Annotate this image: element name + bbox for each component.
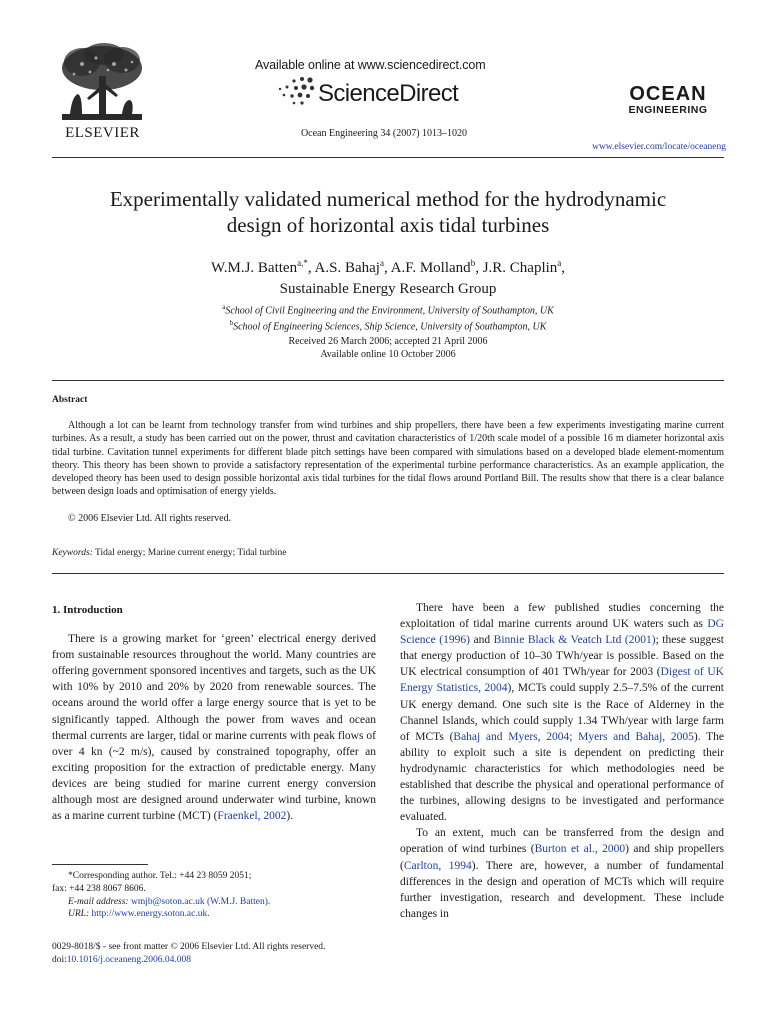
front-matter <box>52 941 392 967</box>
intro-paragraph-1: There is a growing market for ‘green’ electrical energy derived from sustainable resources throughout the world. Many countries are offering government sponsored incentives and targets, such as the UK with 10% by 2010 and 20% by 2020 from renewable sources. The oceans around the world offer a large energy source that is yet to be significantly tapped. Although the power from waves and ocean thermal currents are larger, tidal or marine currents with peak flows of over 4 kn (~2 m/s), caused by constrained topography, offer an exciting proposition for the extraction of predictable energy. Many devices are being studied for marine current energy conversion although most are designed around underwater wind turbine, known as a marine current turbine (MCT) (Fraenkel, 2002). <box>52 633 376 823</box>
intro-paragraph-3: To an extent, much can be transferred from the design and operation of wind turbines (Burton et al., 2000) and ship propellers (Carlton, 1994). There are, however, a number of fundamental differences in the design and operation of MCTs which will require further investigation, research and development. These include changes in <box>400 827 724 920</box>
section-heading-introduction: 1. Introduction <box>52 604 123 616</box>
author-affiliation-marker[interactable]: a <box>379 258 384 268</box>
author-name: A.S. Bahaj <box>314 260 380 276</box>
journal-logo <box>612 84 724 116</box>
elsevier-tree-logo <box>52 40 152 128</box>
intro-paragraph-2: There have been a few published studies concerning the exploitation of tidal marine currents around UK waters such as DG Science (1996) and Binnie Black & Veatch Ltd (2001); these suggest that energy production of 10–30 TWh/year is possible. Based on the UK electrical consumption of 401 TWh/year for 2003 (Digest of UK Energy Statistics, 2004), MCTs could supply 2.5–7.5% of the current UK energy demand. One such site is the Race of Alderney in the Channel Islands, which could supply 1.34 TWh/year with large farm of MCTs (Bahaj and Myers, 2004; Myers and Bahaj, 2005). The ability to exploit such a site is dependent on predicting their hydrodynamic characteristics for which methodologies need be established that describe the physical and operational performance of the turbines, allowing designs to be investigated and performance evaluated. <box>400 602 725 824</box>
available-date: Available online 10 October 2006 <box>320 349 456 360</box>
url-link[interactable]: http://www.energy.soton.ac.uk. <box>91 909 210 920</box>
citation-link[interactable]: Digest of UK Energy Statistics, 2004 <box>400 666 724 695</box>
article-title <box>52 186 724 238</box>
research-group: Sustainable Energy Research Group <box>279 281 497 297</box>
affiliations <box>52 301 724 334</box>
footnotes <box>52 870 376 921</box>
author-block <box>52 253 724 300</box>
author-affiliation-marker[interactable]: a,* <box>297 258 308 268</box>
abstract-divider-top <box>52 380 724 381</box>
keywords-label: Keywords: <box>52 548 93 558</box>
sciencedirect-wordmark: ScienceDirect <box>318 80 459 107</box>
citation-link[interactable]: Burton et al., 2000 <box>534 843 626 856</box>
keywords <box>52 548 286 558</box>
affiliation-a: $^a$School of Civil Engineering and the Environment, University of Southampton, UK <box>222 303 554 317</box>
doi-line <box>52 954 392 967</box>
citation-link[interactable]: DG Science (1996) <box>400 618 724 647</box>
abstract-heading: Abstract <box>52 395 88 405</box>
abstract-divider-bottom <box>52 573 724 574</box>
abstract-copyright: © 2006 Elsevier Ltd. All rights reserved. <box>68 513 232 524</box>
author-name: A.F. Molland <box>390 260 471 276</box>
header-divider <box>52 157 724 158</box>
publisher-name: ELSEVIER <box>65 125 140 141</box>
author-affiliation-marker[interactable]: a <box>557 258 562 268</box>
right-column <box>400 600 724 922</box>
abstract-text: Although a lot can be learnt from technology transfer from wind turbines and ship propellers, there have been a few experiments investigating marine current turbines. As a result, a study has been carried out on the power, thrust and cavitation characteristics of 1/20th scale model of a possible 16 m diameter horizontal axis tidal turbine. Cavitation tunnel experiments for different blade pitch settings have been compared with simulations based on a developed blade element-momentum theory. This theory has been shown to provide a satisfactory representation of the experimental turbine performance characteristics. As an example application, the developed theory has been used to design possible horizontal axis tidal turbines for the tidal flows around Portland Bill. The results show that there is a clear balance between design loads and optimisation of energy yields. <box>52 420 724 498</box>
affiliation-b: $^b$School of Engineering Sciences, Ship Science, University of Southampton, UK <box>229 319 547 333</box>
footnote-email <box>52 896 376 909</box>
left-column <box>52 602 376 824</box>
footnote-url <box>52 908 376 921</box>
footnote-divider <box>52 864 148 865</box>
front-matter-copyright: 0029-8018/$ - see front matter © 2006 Elsevier Ltd. All rights reserved. <box>52 942 326 952</box>
footnote-corresponding: *Corresponding author. Tel.: +44 23 8059 2051; <box>68 871 252 881</box>
keywords-text: Tidal energy; Marine current energy; Tidal turbine <box>95 548 287 558</box>
affiliation-a-marker: a <box>222 303 226 311</box>
journal-citation: Ocean Engineering 34 (2007) 1013–1020 <box>300 128 468 139</box>
citation-link[interactable]: Carlton, 1994 <box>403 859 472 872</box>
title-line-1: Experimentally validated numerical method for the hydrodynamic <box>109 187 667 211</box>
article-dates <box>52 335 724 361</box>
received-date: Received 26 March 2006; accepted 21 April 2006 <box>288 336 488 347</box>
doi-label: doi: <box>52 955 67 965</box>
doi-link[interactable]: 10.1016/j.oceaneng.2006.04.008 <box>66 955 192 965</box>
author-name: W.M.J. Batten <box>210 260 298 276</box>
author-name: J.R. Chaplin <box>482 260 558 276</box>
author-affiliation-marker[interactable]: b <box>470 258 476 268</box>
footnote-fax: fax: +44 238 8067 8606. <box>52 883 146 894</box>
title-line-2: design of horizontal axis tidal turbines <box>226 213 550 237</box>
citation-link[interactable]: Binnie Black & Veatch Ltd (2001) <box>493 634 656 647</box>
journal-url-link[interactable]: www.elsevier.com/locate/oceaneng <box>592 142 726 152</box>
affiliation-b-marker: b <box>229 319 234 328</box>
available-online-text[interactable]: Available online at www.sciencedirect.com <box>255 58 486 72</box>
citation-link[interactable]: Fraenkel, 2002 <box>217 810 287 823</box>
journal-logo-line1: OCEAN <box>629 83 707 105</box>
citation-link[interactable]: Bahaj and Myers, 2004; Myers and Bahaj, 2005 <box>453 730 694 743</box>
email-link[interactable]: wmjb@soton.ac.uk (W.M.J. Batten). <box>130 896 271 907</box>
email-label: E-mail address: <box>68 896 129 907</box>
url-label: URL: <box>68 909 90 920</box>
sciencedirect-dots-icon <box>272 76 316 106</box>
author-list: W.M.J. Batten$^{a,*}$, A.S. Bahaj$^a$, A.F. Molland$^b$, J.R. Chaplin$^a$, <box>210 258 566 276</box>
journal-logo-line2: ENGINEERING <box>628 104 708 116</box>
